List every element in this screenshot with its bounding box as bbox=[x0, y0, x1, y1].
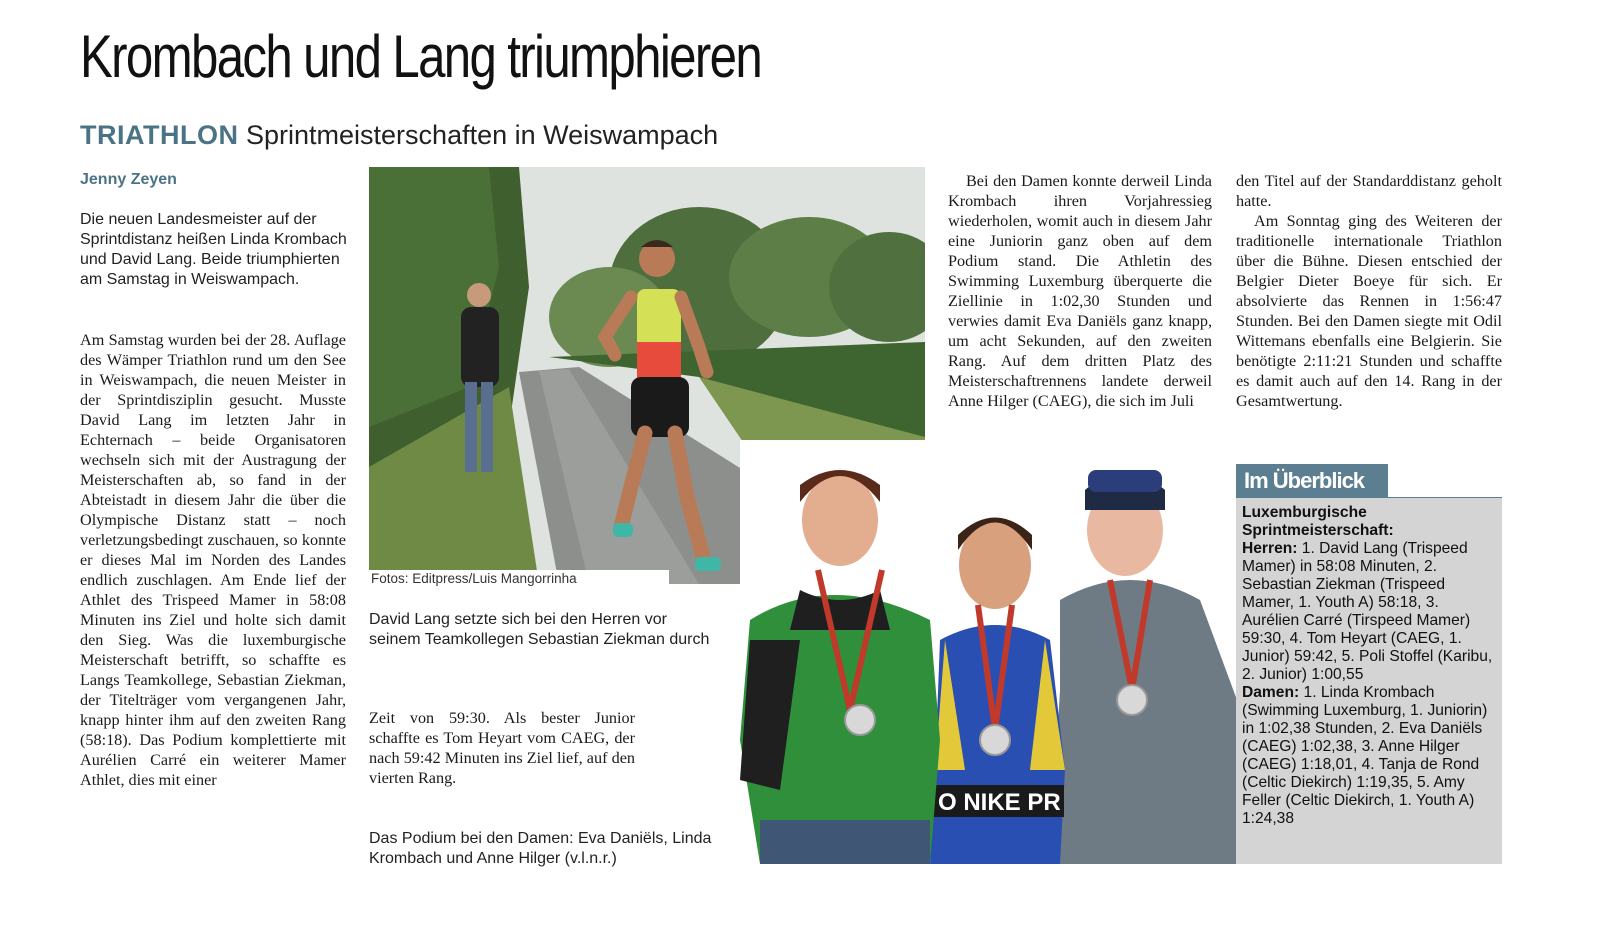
overview-men-results: 1. David Lang (Trispeed Mamer) in 58:08 Minuten, 2. Sebastian Ziekman (Trispeed Mamer, 1. Youth A) 58:18, 3. Aurélien Carré (Tirspeed Mamer) 59:30, 4. Tom Heyart (CAEG, 1. Junior) 59:42, 5. Poli Stoffel (Karibu, 2. Junior) 1:00,55 bbox=[1242, 540, 1493, 683]
podium-photo-illustration bbox=[740, 440, 1237, 864]
body-column-4-para-1: den Titel auf der Standarddistanz geholt hatte. bbox=[1236, 172, 1502, 210]
runner-caption: David Lang setzte sich bei den Herren vor seinem Teamkollegen Sebastian Ziekman durch bbox=[369, 611, 710, 648]
author-byline: Jenny Zeyen bbox=[80, 171, 177, 188]
podium-caption: Das Podium bei den Damen: Eva Daniëls, Linda Krombach und Anne Hilger (v.l.n.r.) bbox=[369, 830, 712, 867]
overview-box bbox=[1236, 464, 1502, 864]
lead-paragraph: Die neuen Landesmeister auf der Sprintdistanz heißen Linda Krombach und David Lang. Beide triumphierten am Samstag in Weiswampach. bbox=[80, 211, 347, 288]
body-column-4 bbox=[1236, 171, 1502, 411]
body-column-1: Am Samstag wurden bei der 28. Auflage des Wämper Triathlon rund um den See in Weiswampach, die neuen Meister in der Sprintdisziplin gesucht. Musste David Lang im letzten Jahr in Echternach – beide Organisatoren wechseln sich mit der Austragung der Meisterschaften ab, so fand in der Abteistadt in diesem Jahr die über die Olympische Distanz statt – noch verletzungsbedingt zuschauen, so konnte er dieses Mal im Norden des Landes endlich zuschlagen. Am Ende lief der Athlet des Trispeed Mamer in 58:08 Minuten ins Ziel und holte sich damit den Sieg. Was die luxemburgische Meisterschaft betrifft, so schaffte es Langs Teamkollege, Sebastian Ziekman, der Titelträger vom vergangenen Jahr, knapp hinter ihm auf den zweiten Rang (58:18). Das Podium komplettierte mit Aurélien Carré ein weiterer Mamer Athlet, dies mit einer bbox=[80, 331, 346, 789]
photo-credit: Fotos: Editpress/Luis Mangorrinha bbox=[369, 570, 669, 588]
overview-body bbox=[1236, 498, 1502, 864]
body-column-2: Zeit von 59:30. Als bester Junior schaffte es Tom Heyart vom CAEG, der nach 59:42 Minuten ins Ziel lief, auf den vierten Rang. bbox=[369, 709, 635, 787]
overview-heading: Luxemburgische Sprintmeisterschaft: bbox=[1242, 504, 1394, 539]
overview-women-label: Damen: bbox=[1242, 684, 1300, 701]
podium-photo bbox=[740, 440, 1237, 864]
overview-women-results: 1. Linda Krombach (Swimming Luxemburg, 1. Juniorin) in 1:02,38 Stunden, 2. Eva Daniëls (CAEG) 1:02,38, 3. Anne Hilger (CAEG) 1:18,01, 4. Tanja de Rond (Celtic Diekirch) 1:19,35, 5. Amy Feller (Celtic Diekirch, 1. Youth A) 1:24,38 bbox=[1242, 684, 1488, 827]
overview-men-label: Herren: bbox=[1242, 540, 1298, 557]
subline-text: Sprintmeisterschaften in Weiswampach bbox=[246, 120, 719, 150]
overview-tab: Im Überblick bbox=[1236, 464, 1388, 498]
subline-kicker: TRIATHLON bbox=[80, 120, 239, 150]
body-column-4-para-2: Am Sonntag ging des Weiteren der traditionelle internationale Triathlon über die Bühne. Diesen entschied der Belgier Dieter Boeye für sich. Er absolvierte das Rennen in 1:56:47 Stunden. Bei den Damen siegte mit Odil Wittemans ebenfalls eine Belgierin. Sie benötigte 2:11:21 Stunden und schaffte es damit auch auf den 14. Rang in der Gesamtwertung. bbox=[1236, 212, 1502, 410]
headline: Krombach und Lang triumphieren bbox=[80, 23, 762, 90]
podium-shirt-text: O NIKE PR bbox=[938, 789, 1061, 816]
body-column-3: Bei den Damen konnte derweil Linda Krombach ihren Vorjahressieg wiederholen, womit auch in diesem Jahr eine Juniorin ganz oben auf dem Podium stand. Die Athletin des Swimming Luxemburg überquerte die Ziellinie in 1:02,30 Stunden und verwies damit Eva Daniëls ganz knapp, um acht Sekunden, auf den zweiten Rang. Auf dem dritten Platz des Meisterschaftrennens landete derweil Anne Hilger (CAEG), die sich im Juli bbox=[948, 172, 1212, 410]
subline bbox=[80, 120, 718, 151]
